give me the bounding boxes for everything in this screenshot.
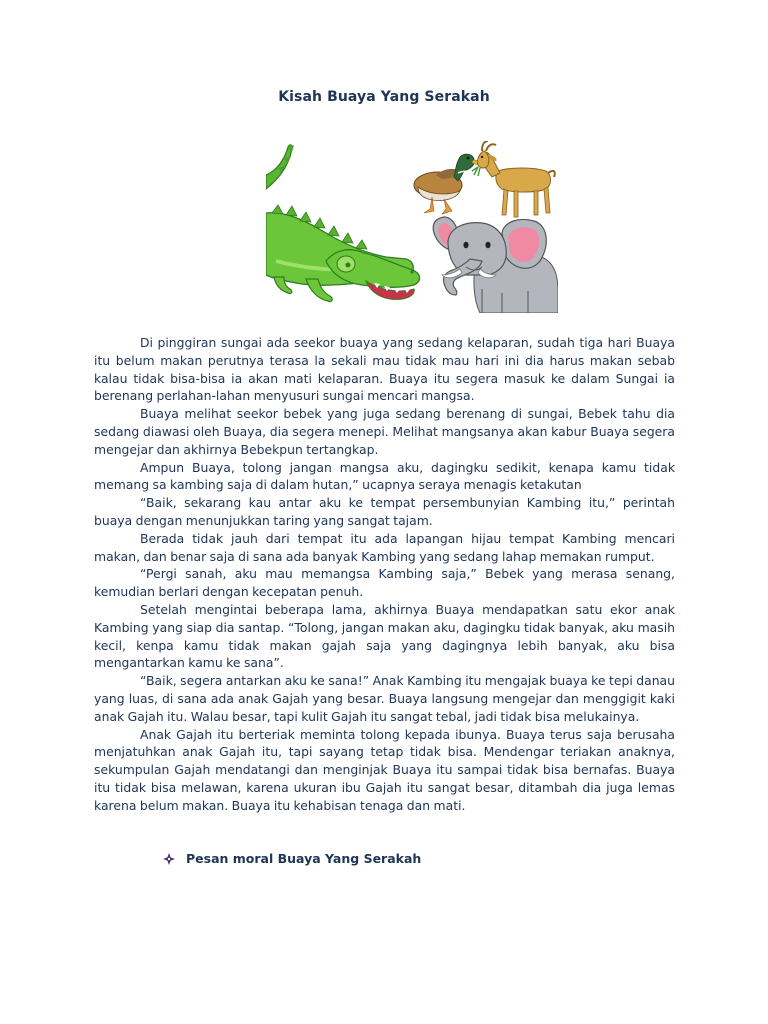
story-illustration: [266, 141, 558, 313]
goat-icon: [472, 141, 555, 217]
story-paragraph: “Baik, segera antarkan aku ke sana!” Anak Kambing itu mengajak buaya ke tepi danau yang luas, di sana ada anak Gajah yang besar. Buaya langsung mengejar dan menggigit kaki anak Gajah itu. Walau besar, tapi kulit Gajah itu sangat tebal, jadi tidak bisa melukainya.: [94, 673, 675, 724]
story-paragraph: Anak Gajah itu berteriak meminta tolong kepada ibunya. Buaya terus saja berusaha menjatuhkan anak Gajah itu, tapi sayang tetap tidak bisa. Mendengar teriakan anaknya, sekumpulan Gajah mendatangi dan menginjak Buaya itu sampai tidak bisa bernafas. Buaya itu tidak bisa melawan, karena ukuran ibu Gajah itu sangat besar, ditambah dia juga lemas karena belum makan. Buaya itu kehabisan tenaga dan mati.: [94, 726, 675, 813]
story-paragraph: Buaya melihat seekor bebek yang juga sedang berenang di sungai, Bebek tahu dia sedang diawasi oleh Buaya, dia segera menepi. Melihat mangsanya akan kabur Buaya segera mengejar dan akhirnya Bebekpun tertangkap.: [94, 406, 675, 457]
moral-heading: [163, 851, 421, 866]
story-body: [94, 334, 675, 815]
page-title: Kisah Buaya Yang Serakah: [278, 89, 490, 105]
story-paragraph: Di pinggiran sungai ada seekor buaya yang sedang kelaparan, sudah tiga hari Buaya itu belum makan perutnya terasa la sekali mau tidak mau hari ini dia harus makan sebab kalau tidak bisa-bisa ia akan mati kelaparan. Buaya itu segera masuk ke dalam Sungai ia berenang perlahan-lahan menyusuri sungai mencari mangsa.: [94, 335, 675, 404]
elephant-icon: [433, 217, 558, 313]
duck-icon: [414, 154, 482, 214]
moral-heading-text: Pesan moral Buaya Yang Serakah: [186, 851, 422, 866]
story-paragraph: “Baik, sekarang kau antar aku ke tempat persembunyian Kambing itu,” perintah buaya dengan menunjukkan taring yang sangat tajam.: [94, 495, 675, 528]
diamond-bullet-icon: [163, 853, 175, 865]
story-paragraph: Setelah mengintai beberapa lama, akhirnya Buaya mendapatkan satu ekor anak Kambing yang siap dia santap. “Tolong, jangan makan aku, dagingku tidak banyak, aku masih kecil, kenpa kamu tidak makan gajah saja yang dagingnya lebih banyak, aku bisa mengantarkan kamu ke sana”.: [94, 601, 675, 671]
story-paragraph: Berada tidak jauh dari tempat itu ada lapangan hijau tempat Kambing mencari makan, dan benar saja di sana ada banyak Kambing yang sedang lahap memakan rumput.: [94, 530, 675, 564]
story-paragraph: “Pergi sanah, aku mau memangsa Kambing saja,” Bebek yang merasa senang, kemudian berlari dengan kecepatan penuh.: [94, 566, 675, 600]
crocodile-icon: [266, 145, 420, 302]
story-paragraph: Ampun Buaya, tolong jangan mangsa aku, dagingku sedikit, kenapa kamu tidak memang sa kambing saja di dalam hutan,” ucapnya seraya menagis ketakutan: [94, 459, 675, 493]
